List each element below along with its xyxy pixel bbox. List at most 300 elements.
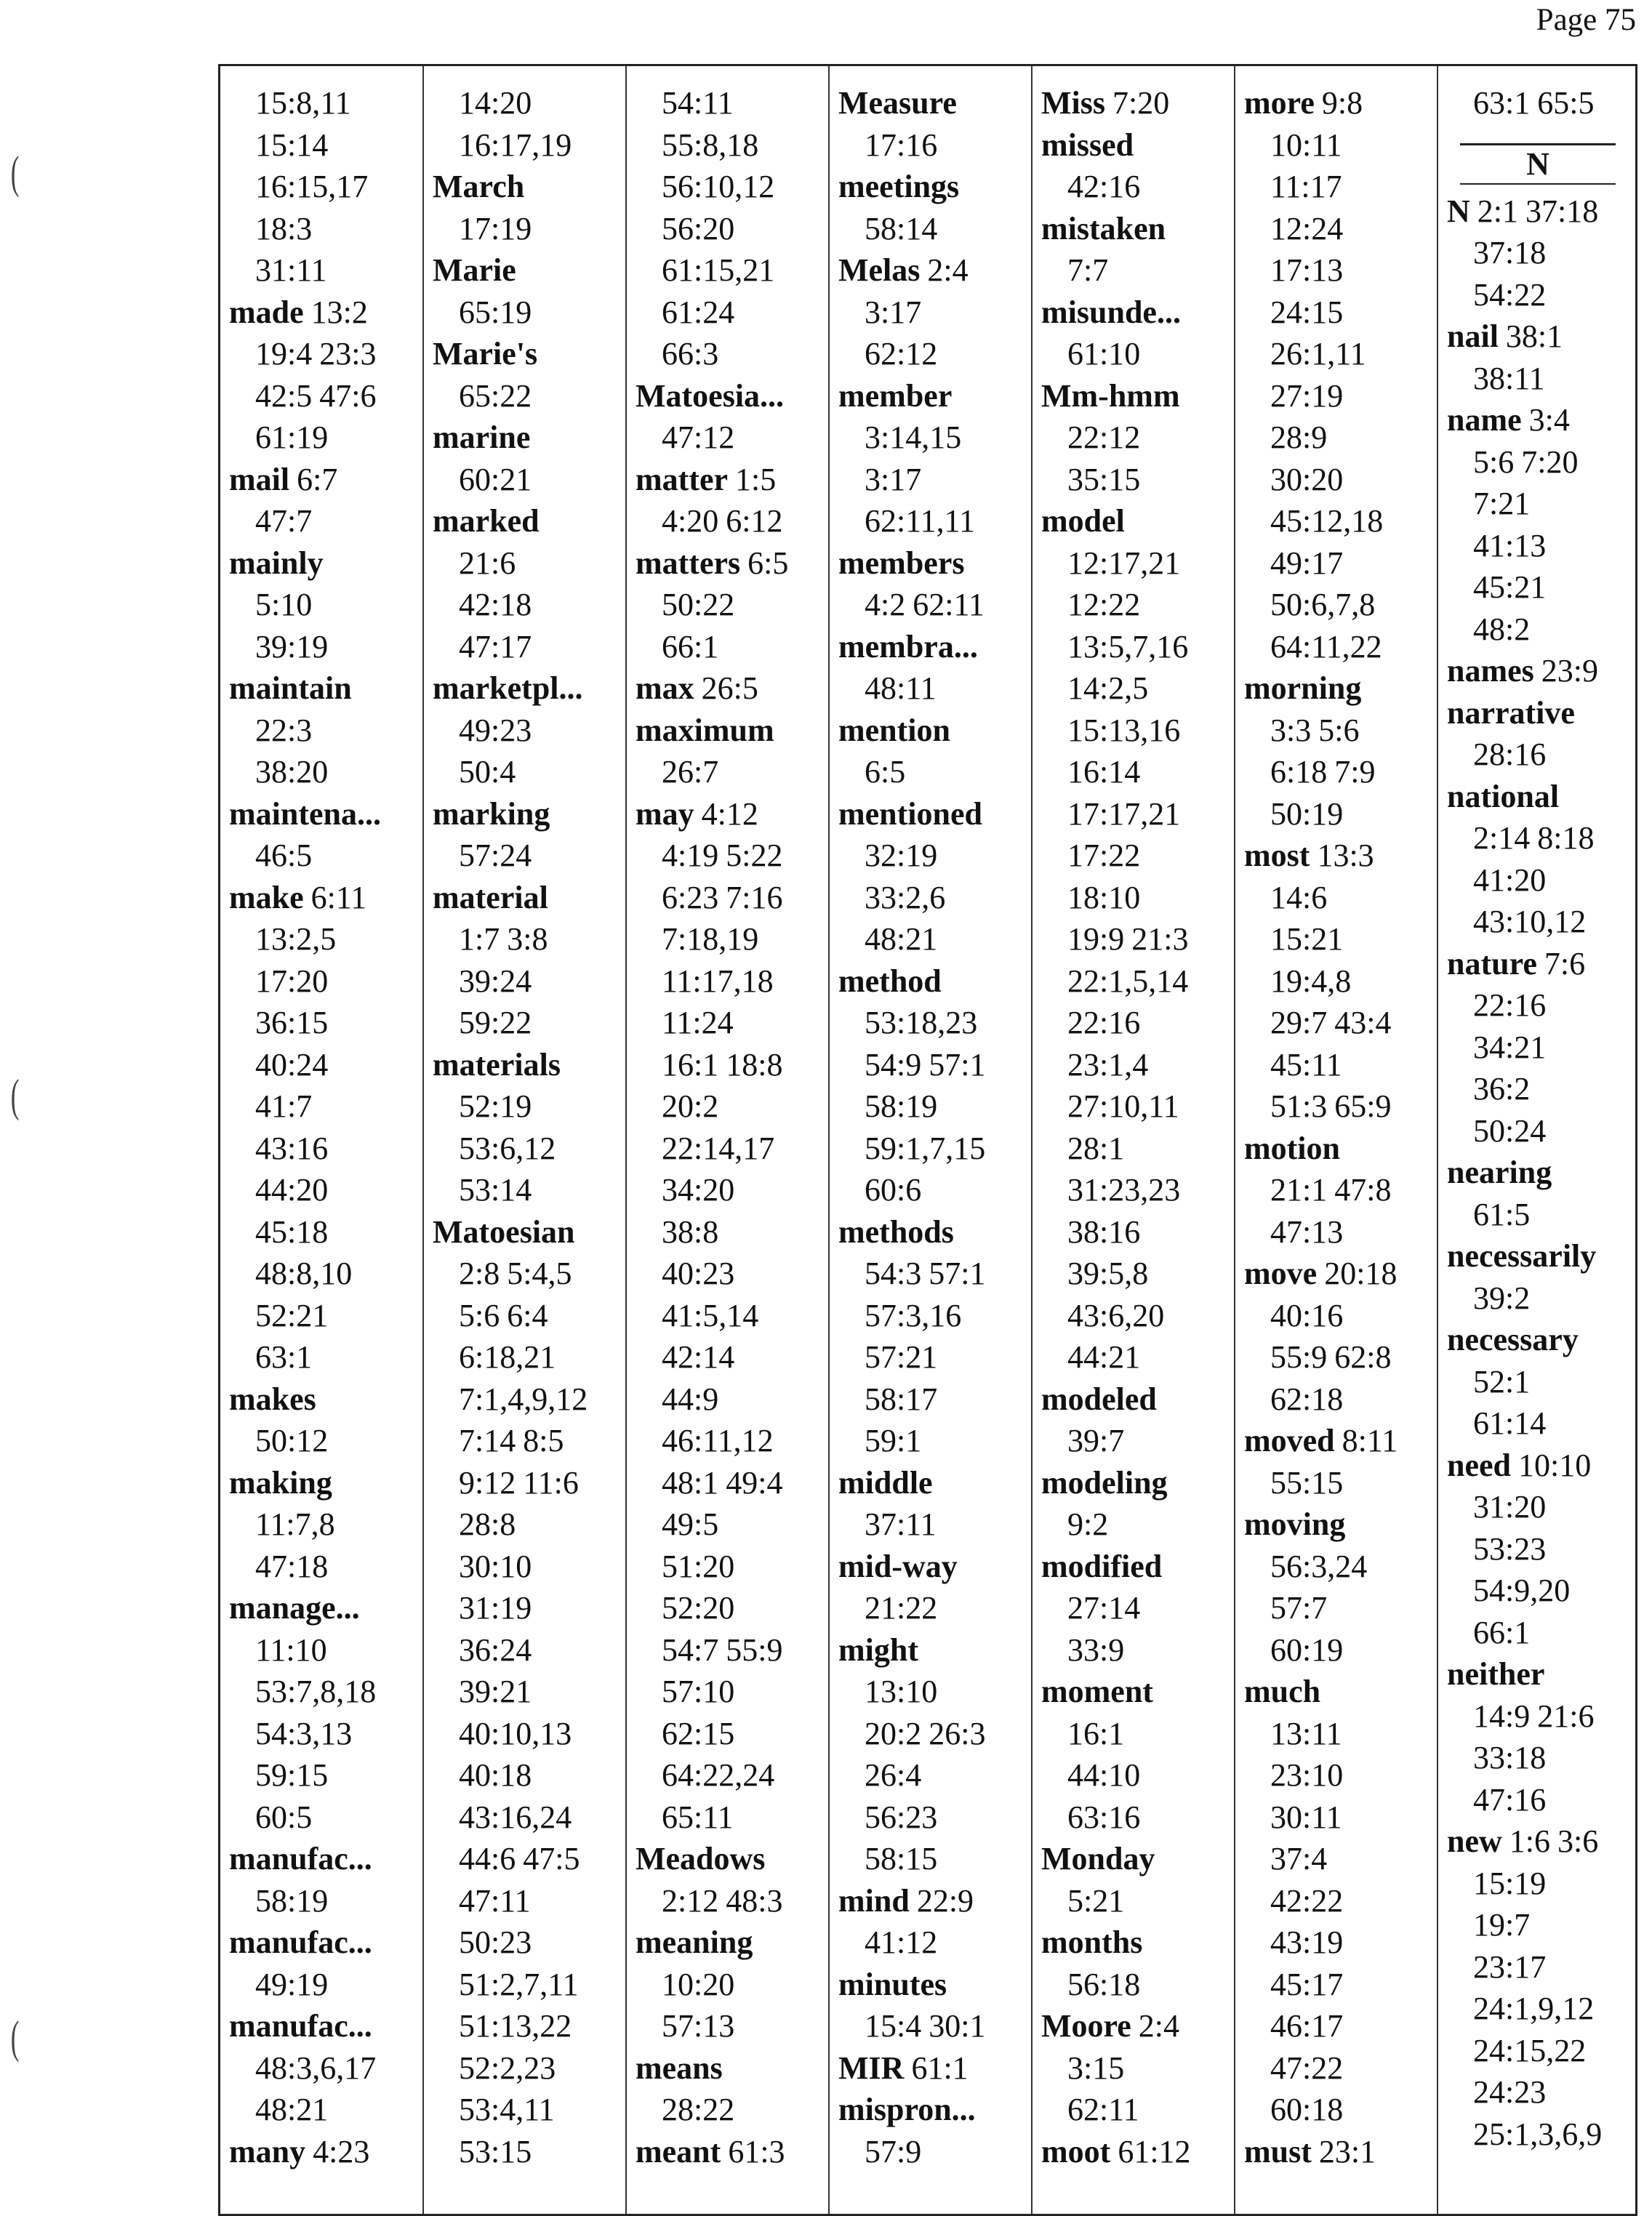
page-line-ref: 10:10	[1518, 1447, 1592, 1483]
page-line-ref: 53:14	[459, 1172, 532, 1208]
entry-term: names	[1447, 653, 1534, 689]
page-line-ref: 47:7	[255, 503, 313, 539]
entry-term: misunde...	[1041, 294, 1181, 330]
entry-line	[1032, 1838, 1233, 1880]
page-line-ref: 28:1	[1067, 1130, 1125, 1166]
page-line-ref: 7:7	[1067, 252, 1109, 288]
page-line-ref: 64:11,22	[1270, 628, 1382, 665]
page-line-ref: 20:2	[662, 1088, 719, 1124]
entry-line	[220, 1546, 422, 1588]
index-column-3	[625, 66, 827, 2214]
page-line-ref: 2:14	[1473, 820, 1531, 856]
index-entry	[830, 1880, 1030, 1964]
entry-line	[1235, 1880, 1436, 1922]
page-line-ref: 22:9	[916, 1882, 974, 1919]
page-line-ref: 66:1	[662, 628, 719, 665]
entry-line	[1438, 817, 1637, 859]
index-entry	[1235, 835, 1436, 1128]
entry-term: need	[1447, 1447, 1511, 1483]
entry-line	[424, 1629, 625, 1671]
entry-line	[830, 1044, 1030, 1086]
entry-line	[1032, 292, 1233, 334]
entry-term: materials	[433, 1046, 561, 1083]
page-line-ref: 46:5	[255, 838, 313, 873]
page-line-ref: 54:9,20	[1473, 1573, 1571, 1608]
page-line-ref: 15:13,16	[1067, 712, 1181, 748]
entry-term: many	[229, 2133, 306, 2169]
entry-line	[1032, 1546, 1233, 1588]
entry-line	[1235, 417, 1436, 459]
index-entry	[220, 292, 422, 459]
page-line-ref: 31:19	[459, 1590, 532, 1626]
entry-term: necessarily	[1447, 1238, 1597, 1274]
index-entry	[830, 626, 1030, 710]
page-line-ref: 5:22	[726, 838, 783, 873]
entry-line	[1438, 399, 1637, 441]
entry-line	[1235, 1169, 1436, 1211]
entry-line	[1235, 1504, 1436, 1546]
entry-line	[1235, 1462, 1436, 1504]
page-line-ref: 10:11	[1270, 127, 1342, 163]
page-line-ref: 54:7	[662, 1631, 719, 1668]
entry-term: manage...	[229, 1590, 360, 1626]
entry-line	[830, 1671, 1030, 1713]
entry-line	[1438, 1361, 1637, 1403]
entry-term: modeled	[1041, 1381, 1157, 1417]
entry-line	[220, 1420, 422, 1462]
entry-term: Marie's	[433, 336, 538, 372]
entry-line	[830, 542, 1030, 585]
entry-line	[1032, 542, 1233, 585]
entry-line	[220, 584, 422, 626]
entry-term: moment	[1041, 1674, 1153, 1709]
entry-line	[220, 793, 422, 835]
entry-term: moot	[1041, 2133, 1111, 2169]
entry-term: members	[838, 545, 965, 581]
page-line-ref: 48:21	[255, 2092, 329, 2127]
page-line-ref: 22:1,5,14	[1067, 963, 1189, 999]
page-line-ref: 12:24	[1270, 210, 1344, 246]
entry-line	[424, 793, 625, 835]
entry-line	[220, 1295, 422, 1337]
entry-line	[830, 626, 1030, 668]
entry-line	[1235, 2005, 1436, 2047]
page-line-ref: 13:3	[1317, 838, 1374, 873]
entry-line	[424, 1378, 625, 1421]
entry-line	[627, 1922, 827, 1964]
page-line-ref: 50:23	[459, 1924, 532, 1960]
entry-line	[424, 1253, 625, 1295]
entry-line	[1032, 584, 1233, 626]
page-line-ref: 11:17,18	[662, 963, 774, 999]
entry-line	[424, 1797, 625, 1839]
page-line-ref: 54:3	[865, 1256, 922, 1291]
entry-line	[424, 1880, 625, 1922]
page-line-ref: 11:17	[1270, 169, 1342, 204]
entry-line	[1438, 901, 1637, 943]
page-line-ref: 5:4,5	[507, 1256, 572, 1291]
index-table	[218, 64, 1637, 2216]
page-line-ref: 11:7,8	[255, 1506, 335, 1542]
entry-line	[220, 417, 422, 459]
page-line-ref: 44:10	[1067, 1757, 1141, 1793]
entry-line	[424, 1713, 625, 1755]
entry-line	[220, 292, 422, 334]
entry-line	[424, 1128, 625, 1170]
entry-line	[1032, 1085, 1233, 1128]
entry-line	[220, 1462, 422, 1504]
page-line-ref: 39:2	[1473, 1280, 1531, 1316]
page-line-ref: 61:5	[1473, 1196, 1531, 1232]
entry-line	[220, 1713, 422, 1755]
entry-line	[830, 1504, 1030, 1546]
index-entry	[830, 1211, 1030, 1462]
index-entry	[1032, 292, 1233, 375]
entry-line	[1235, 82, 1436, 124]
entry-line	[1032, 1880, 1233, 1922]
entry-line	[1438, 1068, 1637, 1110]
page-line-ref: 52:1	[1473, 1363, 1531, 1400]
index-entry	[1438, 1820, 1637, 2155]
entry-line	[830, 2131, 1030, 2173]
entry-term: moved	[1244, 1423, 1335, 1458]
entry-line	[627, 500, 827, 542]
index-entry	[220, 1922, 422, 2005]
entry-line	[1032, 1671, 1233, 1713]
entry-line	[1235, 1587, 1436, 1629]
entry-line	[1235, 1002, 1436, 1044]
entry-line	[1032, 1462, 1233, 1504]
entry-term: membra...	[838, 628, 978, 665]
index-entry	[220, 793, 422, 877]
entry-line	[1032, 1922, 1233, 1964]
index-entry	[1032, 2005, 1233, 2131]
entry-line	[424, 1085, 625, 1128]
index-entry	[1438, 943, 1637, 1152]
entry-line	[627, 82, 827, 124]
page-line-ref: 7:9	[1334, 754, 1376, 790]
entry-line	[1438, 1319, 1637, 1361]
page-line-ref: 2:12	[662, 1882, 719, 1919]
page-line-ref: 57:13	[662, 2008, 735, 2044]
page-line-ref: 65:19	[459, 294, 532, 330]
entry-line	[1235, 1211, 1436, 1253]
entry-line	[830, 1838, 1030, 1880]
page-line-ref: 6:18,21	[459, 1339, 556, 1375]
entry-line	[424, 2131, 625, 2173]
entry-line	[220, 1922, 422, 1964]
entry-line	[1438, 441, 1637, 483]
entry-line	[1438, 1612, 1637, 1654]
entry-line	[1438, 1570, 1637, 1612]
page-line-ref: 28:16	[1473, 736, 1547, 772]
entry-line	[627, 2047, 827, 2089]
entry-line	[1438, 190, 1637, 233]
entry-line	[627, 1002, 827, 1044]
entry-line	[1235, 1629, 1436, 1671]
entry-line	[830, 1629, 1030, 1671]
index-entry	[220, 1462, 422, 1588]
entry-line	[1438, 1110, 1637, 1152]
entry-line	[220, 918, 422, 960]
entry-term: maintena...	[229, 795, 381, 832]
page-line-ref: 9:8	[1321, 85, 1363, 121]
entry-line	[220, 1964, 422, 2006]
entry-line	[627, 1587, 827, 1629]
entry-line	[220, 1629, 422, 1671]
entry-line	[1032, 1587, 1233, 1629]
page-line-ref: 63:1	[255, 1339, 313, 1375]
index-entry	[830, 710, 1030, 793]
index-entry	[1235, 2131, 1436, 2173]
entry-line	[1438, 483, 1637, 525]
entry-line	[830, 2089, 1030, 2131]
entry-line	[1032, 2005, 1233, 2047]
page-line-ref: 42:5	[255, 377, 313, 414]
entry-line	[1235, 1964, 1436, 2006]
entry-line	[627, 877, 827, 919]
index-entry	[1438, 692, 1637, 776]
entry-line	[1438, 859, 1637, 902]
entry-line	[424, 542, 625, 585]
entry-line	[1032, 1169, 1233, 1211]
page-line-ref: 61:3	[728, 2133, 785, 2169]
entry-line	[220, 2005, 422, 2047]
entry-line	[424, 500, 625, 542]
index-entry	[830, 82, 1030, 166]
index-entry	[1235, 82, 1436, 667]
page-line-ref: 19:7	[1473, 1907, 1531, 1943]
entry-term: means	[635, 2050, 723, 2086]
page-line-ref: 17:16	[865, 127, 938, 163]
entry-line	[1235, 918, 1436, 960]
page-line-ref: 3:8	[507, 921, 548, 957]
page-line-ref: 45:21	[1473, 569, 1547, 605]
entry-line	[830, 1253, 1030, 1295]
entry-line	[1032, 751, 1233, 793]
page-line-ref: 33:2,6	[865, 879, 946, 915]
page-line-ref: 49:4	[726, 1464, 783, 1501]
entry-line	[627, 793, 827, 835]
entry-line	[1032, 1754, 1233, 1797]
entry-line	[830, 375, 1030, 417]
page-line-ref: 24:1,9,12	[1473, 1991, 1595, 2026]
page-line-ref: 37:18	[1525, 193, 1599, 229]
page-line-ref: 12:22	[1067, 587, 1141, 622]
page-line-ref: 42:16	[1067, 169, 1141, 204]
entry-term: mistaken	[1041, 210, 1166, 246]
entry-line	[1235, 1336, 1436, 1378]
entry-line	[1032, 626, 1233, 668]
entry-line	[627, 1085, 827, 1128]
entry-line	[220, 1044, 422, 1086]
entry-line	[627, 1128, 827, 1170]
index-entry	[1032, 500, 1233, 1378]
entry-term: maintain	[229, 670, 352, 706]
page-line-ref: 48:2	[1473, 611, 1531, 647]
page-line-ref: 24:15,22	[1473, 2032, 1587, 2068]
entry-line	[220, 2047, 422, 2089]
entry-line	[424, 2089, 625, 2131]
entry-line	[1438, 358, 1637, 400]
entry-line	[1235, 333, 1436, 375]
entry-line	[1235, 1838, 1436, 1880]
entry-term: marked	[433, 503, 540, 539]
page-line-ref: 21:3	[1131, 921, 1189, 957]
entry-line	[627, 1754, 827, 1797]
entry-line	[424, 1420, 625, 1462]
page-line-ref: 39:21	[459, 1674, 532, 1709]
page-line-ref: 7:6	[1544, 945, 1586, 981]
index-entry	[627, 2047, 827, 2131]
page-line-ref: 16:1	[662, 1046, 719, 1083]
page-line-ref: 29:7	[1270, 1005, 1328, 1040]
index-entry	[830, 2047, 1030, 2089]
index-entry	[424, 333, 625, 417]
page-line-ref: 3:15	[1067, 2050, 1125, 2086]
page-line-ref: 22:12	[1067, 419, 1141, 455]
page-line-ref: 63:1	[1473, 85, 1531, 121]
entry-line	[627, 1880, 827, 1922]
entry-line	[830, 1922, 1030, 1964]
entry-line	[424, 1169, 625, 1211]
entry-term: mid-way	[838, 1548, 958, 1584]
page-line-ref: 15:4	[865, 2008, 922, 2044]
page-line-ref: 66:1	[1473, 1614, 1531, 1650]
page-line-ref: 61:10	[1067, 336, 1141, 372]
page-line-ref: 36:15	[255, 1005, 329, 1040]
page-line-ref: 58:19	[865, 1088, 938, 1124]
page-line-ref: 60:18	[1270, 2092, 1344, 2127]
entry-term: mention	[838, 712, 950, 748]
entry-line	[830, 1002, 1030, 1044]
page-line-ref: 17:22	[1067, 838, 1141, 873]
page-line-ref: 58:14	[865, 210, 938, 246]
page-line-ref: 13:2	[310, 294, 368, 330]
page-line-ref: 47:8	[1334, 1172, 1392, 1208]
page-line-ref: 41:20	[1473, 862, 1547, 898]
index-entry	[830, 249, 1030, 375]
index-entry	[1032, 82, 1233, 124]
index-entry	[1438, 776, 1637, 943]
entry-line	[830, 2005, 1030, 2047]
entry-line	[830, 1295, 1030, 1337]
index-entry	[627, 1922, 827, 2047]
entry-line	[424, 710, 625, 752]
entry-line	[627, 960, 827, 1003]
entry-line	[220, 835, 422, 877]
entry-line	[1438, 1402, 1637, 1445]
page-line-ref: 47:18	[255, 1548, 329, 1584]
punch-hole-mark: (	[10, 2011, 20, 2063]
index-entry	[424, 82, 625, 166]
entry-line	[424, 877, 625, 919]
page-line-ref: 41:5,14	[662, 1297, 759, 1333]
index-entry	[424, 667, 625, 793]
entry-line	[1235, 292, 1436, 334]
page-line-ref: 47:5	[523, 1841, 580, 1876]
page-line-ref: 32:19	[865, 838, 938, 873]
entry-line	[220, 2089, 422, 2131]
index-entry	[1235, 1420, 1436, 1504]
page-line-ref: 58:17	[865, 1381, 938, 1417]
page-line-ref: 44:9	[662, 1381, 719, 1417]
page-line-ref: 23:3	[319, 336, 377, 372]
entry-line	[830, 1085, 1030, 1128]
entry-line	[830, 584, 1030, 626]
page-line-ref: 57:10	[662, 1674, 735, 1709]
entry-term: March	[433, 169, 525, 204]
entry-line	[220, 960, 422, 1003]
entry-line	[424, 417, 625, 459]
page-line-ref: 26:3	[929, 1715, 986, 1751]
entry-line	[1438, 1152, 1637, 1194]
entry-line	[627, 542, 827, 585]
entry-line	[1235, 166, 1436, 208]
index-entry	[627, 710, 827, 793]
entry-line	[1235, 1128, 1436, 1170]
page-line-ref: 19:4,8	[1270, 963, 1352, 999]
page-line-ref: 48:21	[865, 921, 938, 957]
page-line-ref: 51:13,22	[459, 2008, 572, 2044]
page-line-ref: 16:15,17	[255, 169, 369, 204]
entry-line	[830, 1797, 1030, 1839]
page-line-ref: 57:1	[929, 1256, 986, 1291]
entry-term: may	[635, 795, 694, 832]
entry-term: national	[1447, 778, 1560, 814]
entry-line	[627, 1462, 827, 1504]
entry-term: max	[635, 670, 694, 706]
page-line-ref: 49:17	[1270, 545, 1344, 581]
page-line-ref: 37:4	[1270, 1841, 1328, 1876]
entry-line	[830, 82, 1030, 124]
page-line-ref: 3:17	[865, 461, 922, 497]
page-line-ref: 45:18	[255, 1213, 329, 1250]
page-line-ref: 30:1	[929, 2008, 986, 2044]
entry-line	[1032, 2089, 1233, 2131]
entry-term: Monday	[1041, 1841, 1155, 1876]
page-line-ref: 37:11	[865, 1506, 937, 1542]
entry-term: morning	[1244, 670, 1362, 706]
entry-line	[220, 1336, 422, 1378]
index-entry	[627, 667, 827, 710]
index-entry	[220, 1378, 422, 1462]
entry-line	[1235, 1044, 1436, 1086]
page-line-ref: 5:6	[1318, 712, 1360, 748]
page-line-ref: 4:12	[701, 795, 758, 832]
page-line-ref: 58:15	[865, 1841, 938, 1876]
entry-line	[627, 249, 827, 292]
entry-line	[220, 459, 422, 501]
page-line-ref: 47:13	[1270, 1213, 1344, 1250]
page-line-ref: 21:6	[1537, 1698, 1595, 1734]
page-line-ref: 47:22	[1270, 2050, 1344, 2086]
entry-line	[627, 292, 827, 334]
page-line-ref: 21:22	[865, 1590, 938, 1626]
page-line-ref: 52:19	[459, 1088, 532, 1124]
page-line-ref: 54:3,13	[255, 1715, 353, 1751]
page-line-ref: 11:24	[662, 1005, 734, 1040]
entry-line	[830, 751, 1030, 793]
index-entry	[1032, 1546, 1233, 1671]
page-line-ref: 15:19	[1473, 1865, 1547, 1901]
entry-line	[220, 1671, 422, 1713]
letter-heading: N	[1460, 143, 1616, 185]
entry-term: mind	[838, 1882, 910, 1919]
page-line-ref: 57:7	[1270, 1590, 1328, 1626]
index-entry	[1438, 316, 1637, 399]
entry-line	[627, 626, 827, 668]
